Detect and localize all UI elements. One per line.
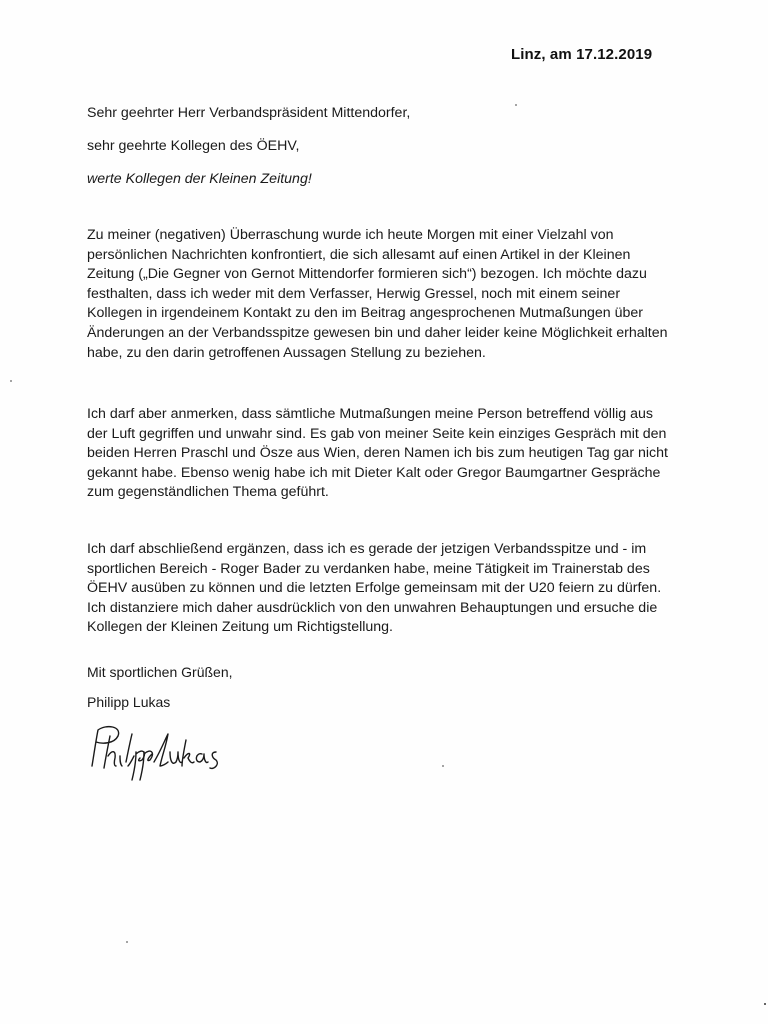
paragraph-line: Ich distanziere mich daher ausdrücklich von den unwahren Behauptungen und ersuche die [87,599,658,616]
paragraph-line: festhalten, dass ich weder mit dem Verfasser, Herwig Gressel, noch mit einem seiner [87,285,621,302]
signature-icon [82,722,232,782]
salutation-president: Sehr geehrter Herr Verbandspräsident Mittendorfer, [87,105,411,121]
paragraph-2 [87,405,747,503]
place-date: Linz, am 17.12.2019 [511,46,653,63]
paragraph-line: Zu meiner (negativen) Überraschung wurde ich heute Morgen mit einer Vielzahl von [87,227,614,243]
paragraph-line: Änderungen an der Verbandsspitze gewesen bin und daher leider keine Möglichkeit erhalten [87,324,668,341]
paragraph-line: Ich darf aber anmerken, dass sämtliche Mutmaßungen meine Person betreffend völlig aus [87,406,653,422]
scan-speck [126,941,128,943]
paragraph-line: beiden Herren Praschl und Ösze aus Wien, deren Namen ich bis zum heutigen Tag gar nicht [87,445,668,462]
paragraph-line: sportlichen Bereich - Roger Bader zu verdanken habe, meine Tätigkeit im Trainerstab des [87,560,650,577]
paragraph-line: zum gegenständlichen Thema geführt. [87,484,329,501]
paragraph-line: ÖEHV ausüben zu können und die letzten Erfolge gemeinsam mit der U20 feiern zu dürfen. [87,580,662,597]
salutation-newspaper: werte Kollegen der Kleinen Zeitung! [87,171,312,187]
paragraph-line: gekannt habe. Ebenso wenig habe ich mit Dieter Kalt oder Gregor Baumgartner Gespräche [87,464,661,481]
paragraph-line: der Luft gegriffen und unwahr sind. Es gab von meiner Seite kein einziges Gespräch mit den [87,425,667,442]
scan-speck [515,104,517,106]
paragraph-line: Zeitung („Die Gegner von Gernot Mittendorfer formieren sich“) bezogen. Ich möchte dazu [87,266,647,283]
salutation-colleagues: sehr geehrte Kollegen des ÖEHV, [87,138,300,154]
scan-speck [442,765,444,767]
scan-speck [764,1003,766,1005]
paragraph-line: Kollegen in irgendeinem Kontakt zu den im Beitrag angesprochenen Mutmaßungen über [87,305,644,322]
paragraph-3 [87,540,747,638]
paragraph-1 [87,226,747,363]
paragraph-line: habe, zu den darin getroffenen Aussagen Stellung zu beziehen. [87,344,486,361]
scan-speck [10,380,12,382]
paragraph-line: Kollegen der Kleinen Zeitung um Richtigstellung. [87,619,394,636]
paragraph-line: persönlichen Nachrichten konfrontiert, die sich allesamt auf einen Artikel in der Kleinen [87,246,631,263]
paragraph-line: Ich darf abschließend ergänzen, dass ich es gerade der jetzigen Verbandsspitze und - im [87,541,647,557]
closing-phrase: Mit sportlichen Grüßen, [87,664,233,680]
sender-name: Philipp Lukas [87,694,171,710]
